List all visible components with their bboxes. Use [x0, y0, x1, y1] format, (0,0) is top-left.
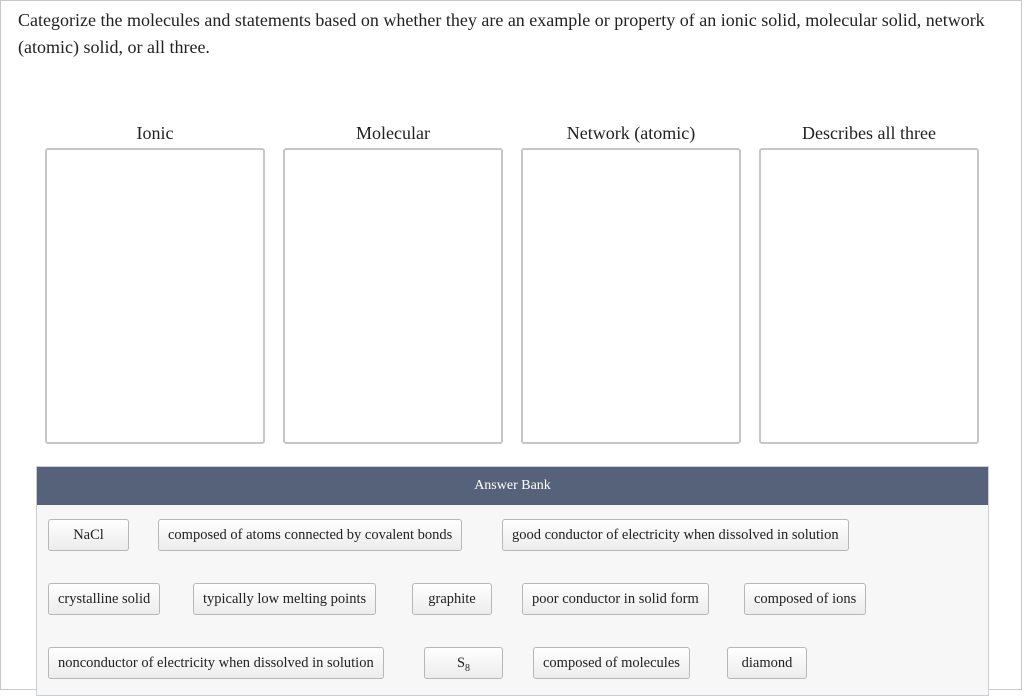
answer-chip-low-melting-points[interactable]: typically low melting points — [193, 583, 376, 615]
drop-zone-network[interactable] — [521, 148, 741, 444]
answer-chip-covalent-atoms[interactable]: composed of atoms connected by covalent bonds — [158, 519, 462, 551]
bin-label-network: Network (atomic) — [566, 123, 696, 143]
answer-chip-nacl[interactable]: NaCl — [48, 519, 129, 551]
answer-chip-graphite[interactable]: graphite — [412, 583, 492, 615]
answer-bank-header: Answer Bank — [37, 467, 988, 505]
answer-chip-poor-conductor-solid[interactable]: poor conductor in solid form — [522, 583, 709, 615]
answer-bank — [36, 466, 989, 696]
answer-chip-s8[interactable] — [424, 647, 503, 679]
drop-zone-molecular[interactable] — [283, 148, 503, 444]
s8-subscript: 8 — [465, 662, 471, 674]
answer-chip-nonconductor-solution[interactable]: nonconductor of electricity when dissolved in solution — [48, 647, 384, 679]
question-prompt: Categorize the molecules and statements based on whether they are an example or property of an ionic solid, molecular solid, network (atomic) solid, or all three. — [18, 10, 985, 57]
bin-label-ionic: Ionic — [136, 123, 174, 143]
bin-label-all-three: Describes all three — [802, 123, 936, 143]
answer-chip-crystalline-solid[interactable]: crystalline solid — [48, 583, 160, 615]
drop-zone-ionic[interactable] — [45, 148, 265, 444]
s8-symbol: S — [456, 655, 466, 671]
answer-chip-diamond[interactable]: diamond — [727, 647, 807, 679]
answer-chip-composed-of-ions[interactable]: composed of ions — [744, 583, 866, 615]
drop-zone-all-three[interactable] — [759, 148, 979, 444]
bin-label-molecular: Molecular — [356, 123, 430, 143]
answer-chip-good-conductor-solution[interactable]: good conductor of electricity when dissolved in solution — [502, 519, 849, 551]
answer-chip-composed-of-molecules[interactable]: composed of molecules — [533, 647, 690, 679]
